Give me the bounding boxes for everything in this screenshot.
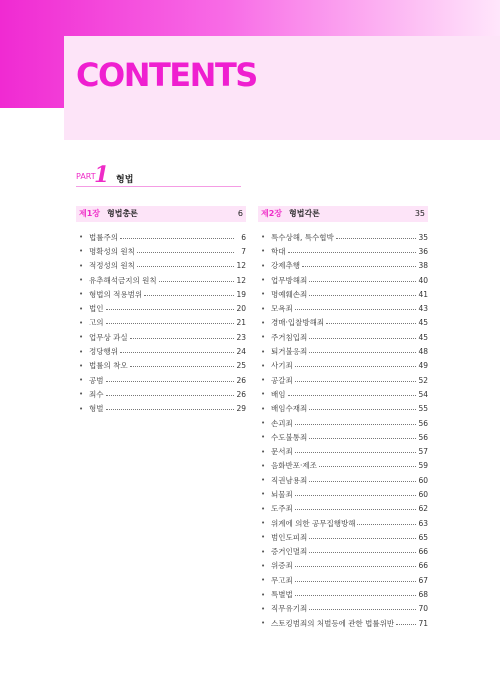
dot-leader bbox=[295, 566, 416, 567]
dot-leader bbox=[130, 338, 234, 339]
toc-entry-page: 19 bbox=[236, 289, 246, 299]
toc-entry-page: 63 bbox=[418, 518, 428, 528]
toc-entry[interactable] bbox=[258, 387, 428, 401]
toc-entry[interactable] bbox=[258, 502, 428, 516]
toc-entry[interactable] bbox=[258, 316, 428, 330]
toc-entry[interactable] bbox=[76, 287, 246, 301]
bullet-icon: • bbox=[261, 361, 266, 370]
bullet-icon: • bbox=[261, 447, 266, 456]
toc-entry-label: 수도불통죄 bbox=[271, 432, 308, 442]
dot-leader bbox=[295, 509, 416, 510]
toc-entry[interactable] bbox=[76, 330, 246, 344]
bullet-icon: • bbox=[261, 304, 266, 313]
toc-entry-page: 71 bbox=[418, 618, 428, 628]
toc-entry[interactable] bbox=[258, 602, 428, 616]
bullet-icon: • bbox=[261, 290, 266, 299]
bullet-icon: • bbox=[261, 318, 266, 327]
toc-entry-label: 업무상 과실 bbox=[89, 332, 128, 342]
toc-entry-label: 경매·입찰방해죄 bbox=[271, 318, 325, 328]
toc-entry-label: 주거침입죄 bbox=[271, 332, 308, 342]
bullet-icon: • bbox=[79, 390, 84, 399]
part-number: 1 bbox=[94, 162, 110, 188]
dot-leader bbox=[106, 409, 235, 410]
bullet-icon: • bbox=[261, 576, 266, 585]
dot-leader bbox=[106, 323, 235, 324]
toc-entry[interactable] bbox=[258, 444, 428, 458]
bullet-icon: • bbox=[261, 519, 266, 528]
toc-entry-label: 공범 bbox=[89, 375, 104, 385]
toc-entry-page: 57 bbox=[418, 447, 428, 457]
toc-entry-label: 업무방해죄 bbox=[271, 275, 308, 285]
toc-entry-label: 적정성의 원칙 bbox=[89, 261, 135, 271]
bullet-icon: • bbox=[261, 476, 266, 485]
toc-entry[interactable] bbox=[76, 230, 246, 244]
bullet-icon: • bbox=[261, 590, 266, 599]
toc-entry-page: 35 bbox=[418, 232, 428, 242]
toc-entry-label: 무고죄 bbox=[271, 575, 293, 585]
dot-leader bbox=[106, 381, 235, 382]
toc-entry[interactable] bbox=[258, 430, 428, 444]
dot-leader bbox=[130, 366, 234, 367]
toc-entry[interactable] bbox=[258, 559, 428, 573]
dot-leader bbox=[137, 266, 234, 267]
toc-entry-label: 법률의 착오 bbox=[89, 361, 128, 371]
toc-entry-page: 45 bbox=[418, 318, 428, 328]
toc-entry-page: 49 bbox=[418, 361, 428, 371]
toc-entry[interactable] bbox=[258, 244, 428, 258]
toc-entry-label: 범인도피죄 bbox=[271, 532, 308, 542]
toc-entry-page: 56 bbox=[418, 418, 428, 428]
toc-entry-label: 퇴거불응죄 bbox=[271, 347, 308, 357]
toc-entry-page: 7 bbox=[241, 246, 246, 256]
toc-entry[interactable] bbox=[258, 530, 428, 544]
part-label: PART bbox=[76, 172, 96, 181]
bullet-icon: • bbox=[79, 233, 84, 242]
toc-entry-label: 음화반포·제조 bbox=[271, 461, 317, 471]
bullet-icon: • bbox=[261, 533, 266, 542]
toc-entry[interactable] bbox=[258, 516, 428, 530]
dot-leader bbox=[357, 524, 416, 525]
toc-entry-label: 특별법 bbox=[271, 590, 293, 600]
toc-entry-page: 59 bbox=[418, 461, 428, 471]
toc-list bbox=[258, 230, 428, 630]
dot-leader bbox=[295, 366, 416, 367]
bullet-icon: • bbox=[261, 404, 266, 413]
bullet-icon: • bbox=[261, 547, 266, 556]
toc-entry-page: 26 bbox=[236, 389, 246, 399]
dot-leader bbox=[309, 609, 416, 610]
toc-entry-label: 특수상해, 특수협박 bbox=[271, 232, 334, 242]
chapter-page: 6 bbox=[237, 209, 243, 218]
dot-leader bbox=[295, 452, 416, 453]
toc-entry-page: 70 bbox=[418, 604, 428, 614]
toc-entry[interactable] bbox=[258, 616, 428, 630]
toc-entry[interactable] bbox=[258, 259, 428, 273]
toc-entry-label: 배임 bbox=[271, 389, 286, 399]
bullet-icon: • bbox=[261, 433, 266, 442]
toc-entry[interactable] bbox=[76, 316, 246, 330]
toc-entry[interactable] bbox=[258, 545, 428, 559]
toc-entry-label: 유추해석금지의 원칙 bbox=[89, 275, 157, 285]
bullet-icon: • bbox=[261, 390, 266, 399]
chapter-number: 제1장 bbox=[79, 209, 101, 218]
toc-entry-page: 48 bbox=[418, 347, 428, 357]
bullet-icon: • bbox=[261, 276, 266, 285]
toc-entry-page: 12 bbox=[236, 275, 246, 285]
bullet-icon: • bbox=[261, 233, 266, 242]
toc-entry-page: 62 bbox=[418, 504, 428, 514]
toc-entry-label: 명예훼손죄 bbox=[271, 289, 308, 299]
toc-entry-label: 고의 bbox=[89, 318, 104, 328]
bullet-icon: • bbox=[79, 304, 84, 313]
dot-leader bbox=[295, 309, 416, 310]
part-heading bbox=[76, 162, 241, 188]
dot-leader bbox=[326, 323, 416, 324]
toc-entry-page: 40 bbox=[418, 275, 428, 285]
toc-entry-page: 66 bbox=[418, 561, 428, 571]
toc-entry-page: 12 bbox=[236, 261, 246, 271]
toc-entry-page: 21 bbox=[236, 318, 246, 328]
dot-leader bbox=[106, 309, 235, 310]
toc-entry-page: 29 bbox=[236, 404, 246, 414]
toc-entry-page: 20 bbox=[236, 304, 246, 314]
toc-entry-page: 45 bbox=[418, 332, 428, 342]
bullet-icon: • bbox=[79, 290, 84, 299]
toc-entry[interactable] bbox=[258, 487, 428, 501]
toc-entry-label: 사기죄 bbox=[271, 361, 293, 371]
bullet-icon: • bbox=[79, 318, 84, 327]
dot-leader bbox=[120, 238, 234, 239]
bullet-icon: • bbox=[79, 404, 84, 413]
toc-entry-page: 36 bbox=[418, 246, 428, 256]
bullet-icon: • bbox=[79, 347, 84, 356]
dot-leader bbox=[137, 252, 234, 253]
bullet-icon: • bbox=[261, 247, 266, 256]
dot-leader bbox=[295, 581, 416, 582]
toc-column-right bbox=[258, 206, 428, 630]
toc-entry[interactable] bbox=[258, 230, 428, 244]
part-name: 형법 bbox=[116, 175, 134, 185]
dot-leader bbox=[288, 252, 417, 253]
dot-leader bbox=[288, 395, 417, 396]
toc-entry[interactable] bbox=[258, 301, 428, 315]
toc-column-left bbox=[76, 206, 246, 416]
toc-entry[interactable] bbox=[258, 373, 428, 387]
toc-entry-label: 공갈죄 bbox=[271, 375, 293, 385]
dot-leader bbox=[120, 352, 234, 353]
toc-entry-label: 법률주의 bbox=[89, 232, 118, 242]
toc-entry-label: 형법의 적용범위 bbox=[89, 289, 143, 299]
bullet-icon: • bbox=[261, 604, 266, 613]
toc-entry-label: 위증죄 bbox=[271, 561, 293, 571]
toc-entry-page: 24 bbox=[236, 347, 246, 357]
bullet-icon: • bbox=[79, 247, 84, 256]
dot-leader bbox=[309, 352, 416, 353]
toc-list bbox=[76, 230, 246, 416]
chapter-title: 형법각론 bbox=[289, 209, 320, 218]
toc-entry-page: 43 bbox=[418, 304, 428, 314]
toc-entry-label: 형벌 bbox=[89, 404, 104, 414]
dot-leader bbox=[295, 424, 416, 425]
chapter-number: 제2장 bbox=[261, 209, 283, 218]
bullet-icon: • bbox=[261, 419, 266, 427]
toc-entry-label: 증거인멸죄 bbox=[271, 547, 308, 557]
toc-entry-label: 위계에 의한 공무집행방해 bbox=[271, 518, 356, 528]
toc-entry-label: 모욕죄 bbox=[271, 304, 293, 314]
dot-leader bbox=[159, 281, 234, 282]
toc-entry-page: 66 bbox=[418, 547, 428, 557]
toc-entry-label: 배임수재죄 bbox=[271, 404, 308, 414]
chapter-page: 35 bbox=[414, 209, 425, 218]
toc-entry-page: 38 bbox=[418, 261, 428, 271]
dot-leader bbox=[106, 395, 235, 396]
dot-leader bbox=[295, 381, 416, 382]
toc-entry[interactable] bbox=[76, 273, 246, 287]
dot-leader bbox=[309, 438, 416, 439]
toc-entry-page: 55 bbox=[418, 404, 428, 414]
bullet-icon: • bbox=[79, 361, 84, 370]
toc-entry-page: 56 bbox=[418, 432, 428, 442]
toc-entry[interactable] bbox=[76, 373, 246, 387]
toc-entry[interactable] bbox=[76, 387, 246, 401]
dot-leader bbox=[302, 266, 416, 267]
toc-entry[interactable] bbox=[76, 359, 246, 373]
dot-leader bbox=[295, 495, 416, 496]
toc-entry-label: 학대 bbox=[271, 246, 286, 256]
toc-entry-page: 60 bbox=[418, 489, 428, 499]
toc-entry[interactable] bbox=[258, 416, 428, 430]
toc-entry[interactable] bbox=[76, 402, 246, 416]
dot-leader bbox=[396, 624, 416, 625]
bullet-icon: • bbox=[261, 461, 266, 470]
toc-entry[interactable] bbox=[76, 301, 246, 315]
toc-entry-page: 65 bbox=[418, 532, 428, 542]
bullet-icon: • bbox=[261, 619, 266, 628]
toc-entry-page: 54 bbox=[418, 389, 428, 399]
bullet-icon: • bbox=[261, 347, 266, 356]
toc-entry-label: 손괴죄 bbox=[271, 418, 293, 428]
toc-entry-label: 명확성의 원칙 bbox=[89, 246, 135, 256]
toc-entry-label: 법인 bbox=[89, 304, 104, 314]
dot-leader bbox=[309, 281, 416, 282]
toc-entry[interactable] bbox=[258, 344, 428, 358]
toc-entry-page: 52 bbox=[418, 375, 428, 385]
toc-entry[interactable] bbox=[258, 573, 428, 587]
toc-entry-page: 26 bbox=[236, 375, 246, 385]
dot-leader bbox=[309, 338, 416, 339]
dot-leader bbox=[309, 409, 416, 410]
toc-entry[interactable] bbox=[258, 330, 428, 344]
toc-entry[interactable] bbox=[258, 359, 428, 373]
toc-entry-label: 문서죄 bbox=[271, 447, 293, 457]
toc-entry[interactable] bbox=[258, 273, 428, 287]
toc-entry-page: 6 bbox=[241, 232, 246, 242]
bullet-icon: • bbox=[261, 261, 266, 270]
chapter-header[interactable] bbox=[258, 206, 428, 222]
toc-entry-label: 뇌물죄 bbox=[271, 489, 293, 499]
dot-leader bbox=[309, 295, 416, 296]
toc-entry-page: 67 bbox=[418, 575, 428, 585]
dot-leader bbox=[144, 295, 234, 296]
toc-entry[interactable] bbox=[76, 259, 246, 273]
dot-leader bbox=[309, 481, 416, 482]
toc-entry[interactable] bbox=[258, 473, 428, 487]
bullet-icon: • bbox=[261, 561, 266, 570]
toc-entry[interactable] bbox=[258, 287, 428, 301]
toc-entry-label: 정당행위 bbox=[89, 347, 118, 357]
bullet-icon: • bbox=[261, 376, 266, 385]
chapter-header[interactable] bbox=[76, 206, 246, 222]
toc-entry-label: 직권남용죄 bbox=[271, 475, 308, 485]
chapter-title: 형법총론 bbox=[107, 209, 138, 218]
toc-entry-label: 강제추행 bbox=[271, 261, 300, 271]
bullet-icon: • bbox=[79, 333, 84, 342]
page-title: CONTENTS bbox=[76, 56, 257, 94]
toc-entry[interactable] bbox=[258, 402, 428, 416]
toc-entry[interactable] bbox=[258, 459, 428, 473]
toc-entry-page: 68 bbox=[418, 590, 428, 600]
dot-leader bbox=[336, 238, 416, 239]
toc-entry-page: 23 bbox=[236, 332, 246, 342]
toc-entry-label: 스토킹범죄의 처벌등에 관한 법률위반 bbox=[271, 618, 395, 628]
toc-entry[interactable] bbox=[258, 587, 428, 601]
toc-entry[interactable] bbox=[76, 344, 246, 358]
bullet-icon: • bbox=[261, 333, 266, 342]
dot-leader bbox=[309, 538, 416, 539]
toc-entry-page: 41 bbox=[418, 289, 428, 299]
toc-entry[interactable] bbox=[76, 244, 246, 258]
bullet-icon: • bbox=[79, 276, 84, 285]
toc-entry-page: 60 bbox=[418, 475, 428, 485]
dot-leader bbox=[319, 466, 416, 467]
bullet-icon: • bbox=[79, 261, 84, 270]
toc-entry-page: 25 bbox=[236, 361, 246, 371]
bullet-icon: • bbox=[261, 490, 266, 499]
toc-entry-label: 죄수 bbox=[89, 389, 104, 399]
dot-leader bbox=[309, 552, 416, 553]
bullet-icon: • bbox=[261, 504, 266, 513]
dot-leader bbox=[295, 595, 416, 596]
toc-entry-label: 도주죄 bbox=[271, 504, 293, 514]
toc-entry-label: 직무유기죄 bbox=[271, 604, 308, 614]
bullet-icon: • bbox=[79, 376, 84, 385]
